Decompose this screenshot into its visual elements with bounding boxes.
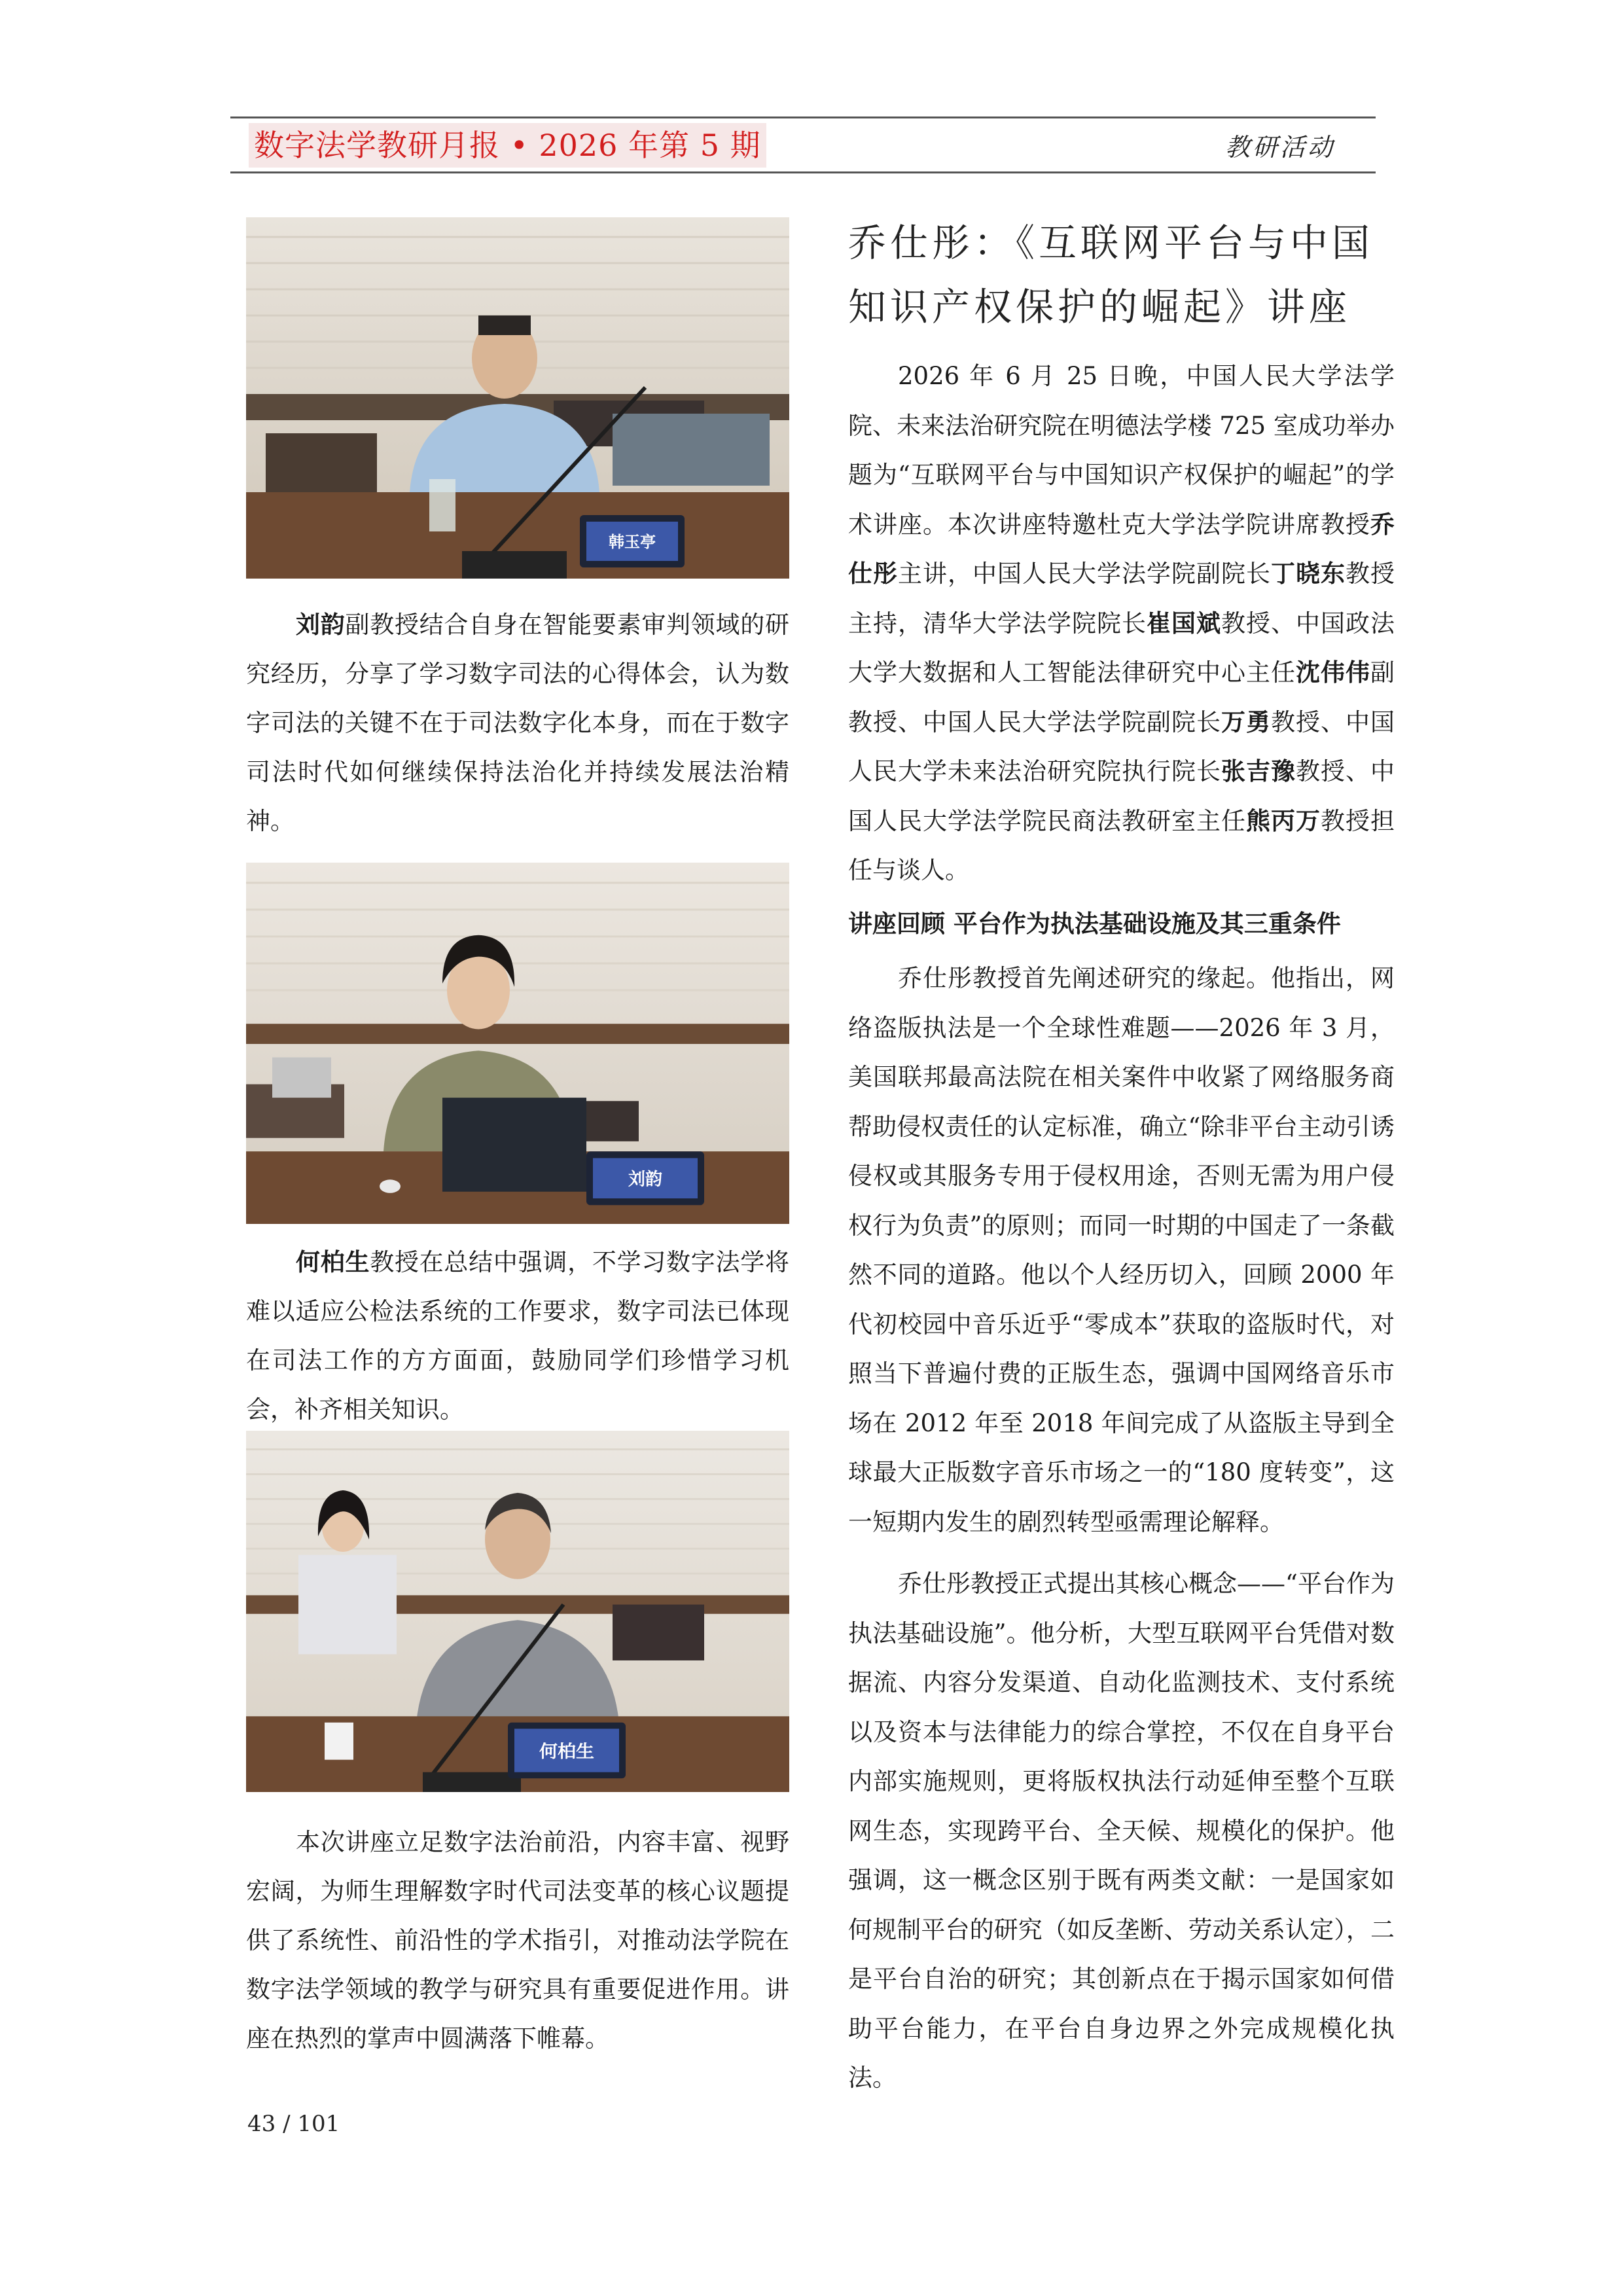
photo-speaker-1 [246, 217, 789, 579]
caption-1 [246, 600, 789, 846]
header-bottom-rule [230, 171, 1376, 173]
article-paragraph-1: 乔仕彤教授首先阐述研究的缘起。他指出，网络盗版执法是一个全球性难题——2026 年 3 月，美国联邦最高法院在相关案件中收紧了网络服务商帮助侵权责任的认定标准，确立“除非平台主动引诱侵权或其服务专用于侵权用途，否则无需为用户侵权行为负责”的原则；而同一时期的中国走了一条截然不同的道路。他以个人经历切入，回顾 2000 年代初校园中音乐近乎“零成本”获取的盗版时代，对照当下普遍付费的正版生态，强调中国网络音乐市场在 2012 年至 2018 年间完成了从盗版主导到全球最大正版数字音乐市场之一的“180 度转变”，这一短期内发生的剧烈转型亟需理论解释。 [848, 964, 1395, 1536]
photo-speaker-2 [246, 863, 789, 1224]
caption-name: 何柏生 [296, 1247, 370, 1276]
caption-name: 刘韵 [296, 610, 346, 639]
article-intro [848, 351, 1395, 895]
article-title: 乔仕彤：《互联网平台与中国知识产权保护的崛起》讲座 [848, 221, 1374, 329]
intro-text: 主讲，中国人民大学法学院副院长 [898, 560, 1271, 588]
nameplate-text: 韩玉亭 [609, 532, 656, 551]
closing-paragraph: 本次讲座立足数字法治前沿，内容丰富、视野宏阔，为师生理解数字时代司法变革的核心议题提供了系统性、前沿性的学术指引，对推动法学院在数字法学领域的教学与研究具有重要促进作用。讲座在热烈的掌声中圆满落下帷幕。 [246, 1828, 789, 2053]
person-name: 万勇 [1221, 707, 1271, 736]
intro-text: 副教授、中国人民大学法学院副院长 [848, 658, 1395, 736]
sub-heading: 讲座回顾 平台作为执法基础设施及其三重条件 [848, 910, 1341, 938]
article-paragraph-2: 乔仕彤教授正式提出其核心概念——“平台作为执法基础设施”。他分析，大型互联网平台凭借对数据流、内容分发渠道、自动化监测技术、支付系统以及资本与法律能力的综合掌控，不仅在自身平台内部实施规则，更将版权执法行动延伸至整个互联网生态，实现跨平台、全天候、规模化的保护。他强调，这一概念区别于既有两类文献：一是国家如何规制平台的研究（如反垄断、劳动关系认定），二是平台自治的研究；其创新点在于揭示国家如何借助平台能力，在平台自身边界之外完成规模化执法。 [848, 1570, 1395, 2092]
photo-speaker-3 [246, 1431, 789, 1792]
nameplate-text: 刘韵 [628, 1169, 662, 1190]
person-name: 丁晓东 [1271, 559, 1346, 588]
intro-text: 2026 年 6 月 25 日晚，中国人民大学法学院、未来法治研究院在明德法学楼 725 室成功举办题为“互联网平台与中国知识产权保护的崛起”的学术讲座。本次讲座特邀杜克大学法学院讲席教授 [848, 362, 1395, 539]
page-number: 43 / 101 [247, 2111, 340, 2137]
person-name: 乔仕彤 [848, 509, 1395, 588]
person-name: 张吉豫 [1221, 757, 1296, 785]
intro-text: 教授主持，清华大学法学院院长 [848, 560, 1395, 637]
section-label: 教研活动 [1224, 133, 1335, 162]
intro-text: 教授、中国人民大学法学院民商法教研室主任 [848, 757, 1395, 835]
caption-text: 副教授结合自身在智能要素审判领域的研究经历，分享了学习数字司法的心得体会，认为数字司法的关键不在于司法数字化本身，而在于数字司法时代如何继续保持法治化并持续发展法治精神。 [246, 611, 790, 835]
journal-title: 数字法学教研月报 • 2026 年第 5 期 [249, 123, 766, 168]
caption-text: 教授在总结中强调，不学习数字法学将难以适应公检法系统的工作要求，数字司法已体现在司法工作的方方面面，鼓励同学们珍惜学习机会，补齐相关知识。 [246, 1248, 790, 1424]
header-top-rule [230, 117, 1376, 118]
intro-text: 教授、中国人民大学未来法治研究院执行院长 [848, 708, 1395, 785]
person-name: 崔国斌 [1147, 608, 1221, 637]
person-name: 熊丙万 [1246, 806, 1321, 835]
caption-2 [246, 1238, 789, 1434]
nameplate-text: 何柏生 [539, 1741, 594, 1762]
person-name: 沈伟伟 [1296, 658, 1370, 687]
intro-text: 教授、中国政法大学大数据和人工智能法律研究中心主任 [848, 609, 1395, 687]
intro-text: 教授担任与谈人。 [848, 806, 1395, 884]
